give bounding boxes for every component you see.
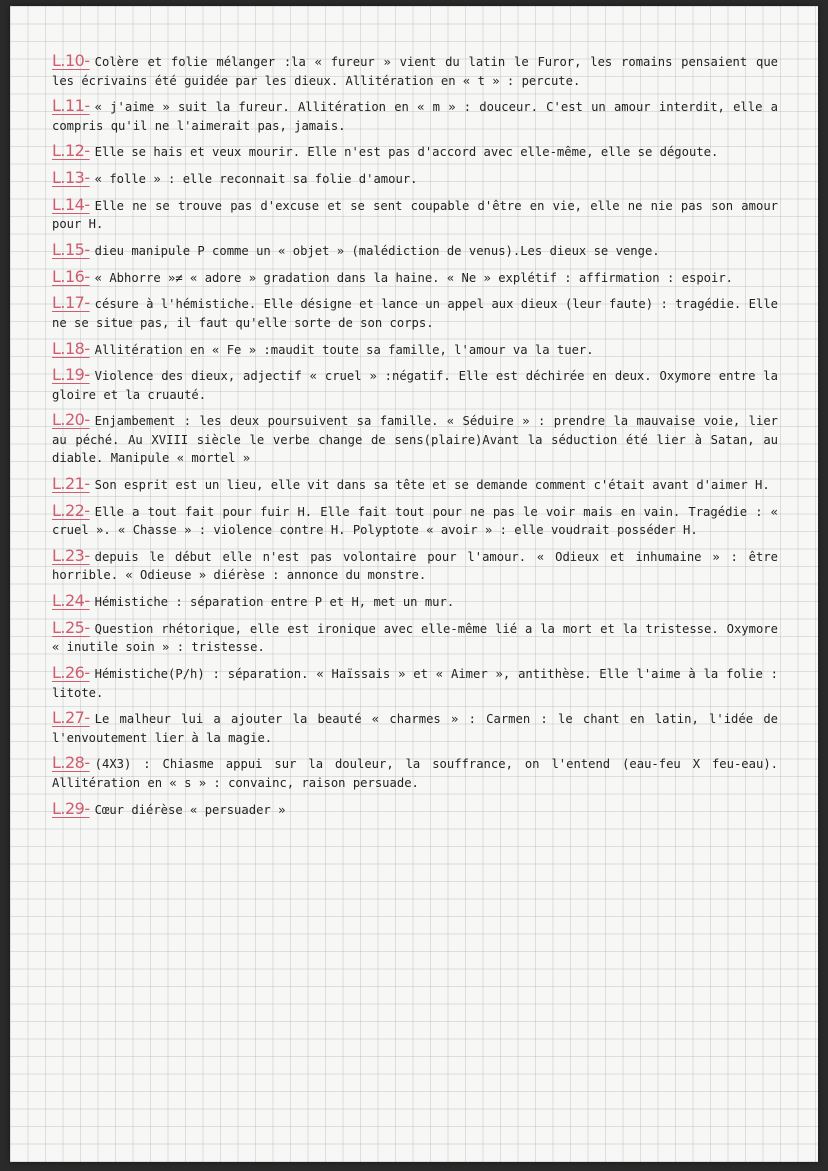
note-text: Elle ne se trouve pas d'excuse et se sent coupable d'être en vie, elle ne nie pas son amour pour H.	[52, 198, 778, 232]
line-label: L.13-	[52, 168, 90, 188]
note-text: Allitération en « Fe » :maudit toute sa famille, l'amour va la tuer.	[94, 342, 594, 357]
note-text: Colère et folie mélanger :la « fureur » vient du latin le Furor, les romains pensaient que les écrivains été guidée par les dieux. Allitération en « t » : percute.	[52, 55, 778, 88]
note-text: « folle » : elle reconnait sa folie d'amour.	[94, 172, 418, 187]
line-label: L.20-	[52, 410, 90, 430]
line-label: L.11-	[52, 96, 90, 116]
notebook-page	[10, 6, 818, 1162]
note-text: Hémistiche : séparation entre P et H, met un mur.	[94, 595, 455, 610]
note-entry	[52, 754, 778, 792]
note-entry	[52, 366, 778, 404]
note-entry	[52, 592, 778, 612]
note-text: (4X3) : Chiasme appui sur la douleur, la souffrance, on l'entend (eau-feu X feu-eau). Allitération en « s » : convainc, raison persuade.	[52, 757, 778, 790]
notes-list	[52, 52, 778, 826]
note-entry	[52, 196, 778, 234]
line-label: L.19-	[52, 365, 90, 385]
note-entry	[52, 619, 778, 657]
note-entry	[52, 294, 778, 332]
note-text: depuis le début elle n'est pas volontaire pour l'amour. « Odieux et inhumaine » : être horrible. « Odieuse » diérèse : annonce du monstre.	[52, 549, 778, 583]
line-label: L.16-	[52, 266, 90, 286]
note-text: césure à l'hémistiche. Elle désigne et lance un appel aux dieux (leur faute) : tragédie. Elle ne se situe pas, il faut qu'elle sorte de son corps.	[52, 297, 778, 330]
note-text: « j'aime » suit la fureur. Allitération en « m » : douceur. C'est un amour interdit, elle a compris qu'il ne l'aimerait pas, jamais.	[52, 100, 778, 133]
note-text: Question rhétorique, elle est ironique avec elle-même lié a la mort et la tristesse. Oxymore « inutile soin » : tristesse.	[52, 621, 778, 655]
line-label: L.28-	[52, 753, 90, 773]
line-label: L.23-	[52, 545, 90, 565]
line-label: L.22-	[52, 500, 90, 520]
note-text: Cœur diérèse « persuader »	[94, 802, 286, 817]
line-label: L.21-	[52, 474, 90, 494]
note-text: Elle a tout fait pour fuir H. Elle fait tout pour ne pas le voir mais en vain. Tragédie : « cruel ». « Chasse » : violence contre H. Polyptote « avoir » : elle voudrait posséder H.	[52, 504, 778, 538]
note-text: Le malheur lui a ajouter la beauté « charmes » : Carmen : le chant en latin, l'idée de l'envoutement lier à la magie.	[52, 712, 778, 745]
note-entry	[52, 268, 778, 288]
note-entry	[52, 800, 778, 820]
note-entry	[52, 169, 778, 189]
note-entry	[52, 340, 778, 360]
note-entry	[52, 52, 778, 90]
note-entry	[52, 97, 778, 135]
line-label: L.12-	[52, 141, 90, 161]
line-label: L.14-	[52, 194, 90, 214]
line-label: L.17-	[52, 293, 90, 313]
note-entry	[52, 241, 778, 261]
line-label: L.15-	[52, 239, 90, 259]
line-label: L.25-	[52, 617, 90, 637]
note-entry	[52, 502, 778, 540]
line-label: L.24-	[52, 591, 90, 611]
note-text: dieu manipule P comme un « objet » (malédiction de venus).Les dieux se venge.	[94, 243, 660, 258]
note-entry	[52, 709, 778, 747]
note-entry	[52, 142, 778, 162]
note-text: Elle se hais et veux mourir. Elle n'est pas d'accord avec elle-même, elle se dégoute.	[94, 145, 719, 160]
note-entry	[52, 547, 778, 585]
note-entry	[52, 664, 778, 702]
note-text: Son esprit est un lieu, elle vit dans sa tête et se demande comment c'était avant d'aimer H.	[94, 478, 770, 493]
line-label: L.27-	[52, 708, 90, 728]
note-text: Enjambement : les deux poursuivent sa famille. « Séduire » : prendre la mauvaise voie, lier au péché. Au XVIII siècle le verbe change de sens(plaire)Avant la séduction été lier à Satan, au diable. Manipule « mortel »	[52, 414, 778, 466]
line-label: L.10-	[52, 51, 90, 70]
note-entry	[52, 411, 778, 468]
note-entry	[52, 475, 778, 495]
line-label: L.26-	[52, 663, 90, 682]
note-text: « Abhorre »≠ « adore » gradation dans la haine. « Ne » explétif : affirmation : espoir.	[94, 270, 734, 285]
line-label: L.29-	[52, 798, 90, 818]
note-text: Hémistiche(P/h) : séparation. « Haïssais » et « Aimer », antithèse. Elle l'aime à la folie : litote.	[52, 667, 778, 700]
note-text: Violence des dieux, adjectif « cruel » :négatif. Elle est déchirée en deux. Oxymore entre la gloire et la cruauté.	[52, 369, 778, 402]
line-label: L.18-	[52, 338, 90, 358]
